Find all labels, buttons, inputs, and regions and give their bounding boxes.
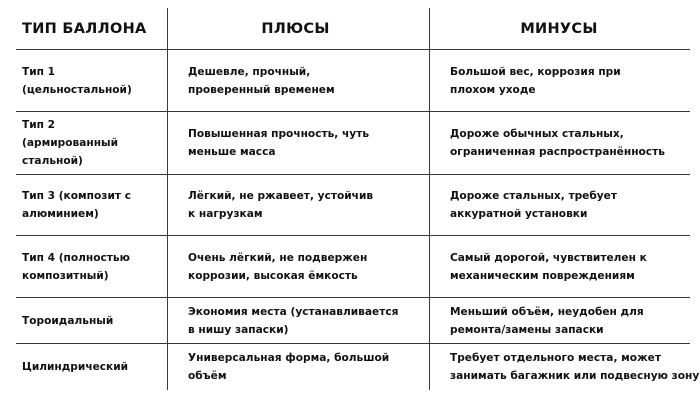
table-row <box>16 298 690 344</box>
table-row <box>16 50 690 112</box>
header-row <box>16 8 690 50</box>
cons-cell: Дороже обычных стальных, ограниченная распространённость <box>429 112 690 174</box>
cons-cell: Самый дорогой, чувствителен к механическим повреждениям <box>429 236 690 297</box>
cons-cell: Требует отдельного места, может занимать багажник или подвесную зону <box>429 344 690 390</box>
pros-cell: Повышенная прочность, чуть меньше масса <box>167 112 429 174</box>
type-cell: Тип 4 (полностью композитный) <box>22 251 130 282</box>
pros-cell: Экономия места (устанавливается в нишу запаски) <box>167 298 429 343</box>
type-cell: Тип 1 (цельностальной) <box>22 65 132 96</box>
cons-cell: Меньший объём, неудобен для ремонта/замены запаски <box>429 298 690 343</box>
header-pros: ПЛЮСЫ <box>167 8 429 49</box>
table-row <box>16 175 690 236</box>
table-row <box>16 344 700 390</box>
cons-cell: Дороже стальных, требует аккуратной установки <box>429 175 690 235</box>
header-cons: МИНУСЫ <box>429 8 690 49</box>
cons-cell: Большой вес, коррозия при плохом уходе <box>429 50 690 111</box>
table-row <box>16 112 690 175</box>
pros-cell: Дешевле, прочный, проверенный временем <box>167 50 429 111</box>
header-type: ТИП БАЛЛОНА <box>22 20 147 37</box>
pros-cell: Лёгкий, не ржавеет, устойчив к нагрузкам <box>167 175 429 235</box>
type-cell: Тороидальный <box>22 314 114 327</box>
type-cell: Тип 3 (композит с алюминием) <box>22 190 131 220</box>
pros-cell: Универсальная форма, большой объём <box>167 344 429 390</box>
pros-cell: Очень лёгкий, не подвержен коррозии, высокая ёмкость <box>167 236 429 297</box>
comparison-table <box>16 8 700 390</box>
type-cell: Цилиндрический <box>22 361 129 373</box>
table-row <box>16 236 690 298</box>
type-cell: Тип 2 (армированный стальной) <box>22 119 119 167</box>
